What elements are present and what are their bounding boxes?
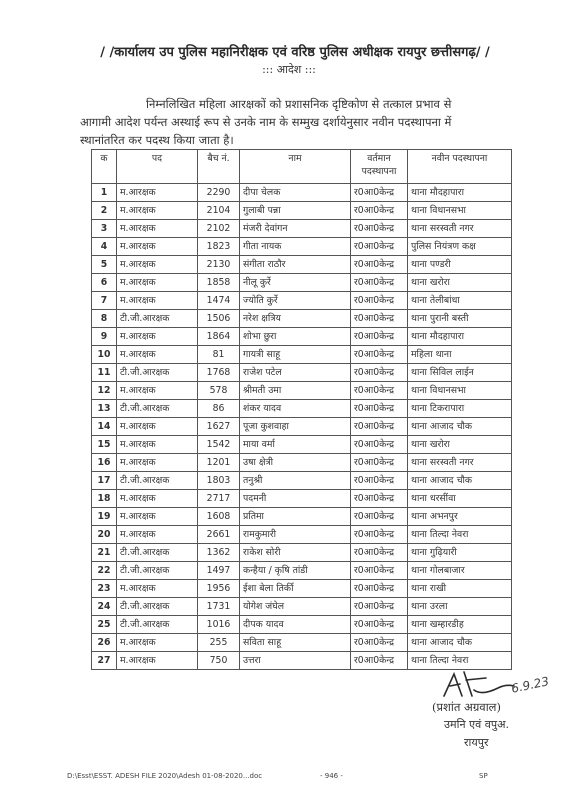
order-label: ::: आदेश ::: [262, 63, 316, 76]
table-row [92, 274, 512, 292]
row-post: टी.जी.आरक्षक [117, 472, 198, 490]
row-serial: 17 [92, 472, 117, 490]
row-serial: 6 [92, 274, 117, 292]
row-name: दीपक यादव [240, 616, 351, 634]
row-name: उत्तरा [240, 652, 351, 670]
row-batch: 1506 [198, 310, 240, 328]
row-new-posting: थाना सरस्वती नगर [408, 220, 512, 238]
row-name: सविता साहू [240, 634, 351, 652]
table-row [92, 598, 512, 616]
signature-date: 6.9.23 [509, 674, 551, 696]
row-new-posting: थाना मौदहापारा [408, 184, 512, 202]
col-header-batch: बैच नं. [198, 150, 240, 184]
row-name: पदमनी [240, 490, 351, 508]
row-current-posting: र0आ0केन्द्र [351, 508, 408, 526]
table-row [92, 490, 512, 508]
col-header-new-posting: नवीन पदस्थापना [408, 150, 512, 184]
row-name: शोभा छुरा [240, 328, 351, 346]
row-post: म.आरक्षक [117, 382, 198, 400]
row-current-posting: र0आ0केन्द्र [351, 256, 408, 274]
row-post: टी.जी.आरक्षक [117, 544, 198, 562]
row-serial: 2 [92, 202, 117, 220]
row-new-posting: थाना धरसींवा [408, 490, 512, 508]
row-new-posting: थाना खम्हारडीह [408, 616, 512, 634]
row-new-posting: थाना गोलबाजार [408, 562, 512, 580]
row-post: टी.जी.आरक्षक [117, 598, 198, 616]
row-name: ज्योति कुर्रे [240, 292, 351, 310]
row-new-posting: थाना उरला [408, 598, 512, 616]
row-serial: 21 [92, 544, 117, 562]
row-name: कन्हैया / कृषि तांडी [240, 562, 351, 580]
row-name: तनुश्री [240, 472, 351, 490]
row-new-posting: थाना गुढ़ियारी [408, 544, 512, 562]
row-serial: 25 [92, 616, 117, 634]
row-name: नीलू कुर्रे [240, 274, 351, 292]
row-batch: 2290 [198, 184, 240, 202]
row-post: म.आरक्षक [117, 508, 198, 526]
table-row [92, 454, 512, 472]
row-post: म.आरक्षक [117, 274, 198, 292]
row-batch: 81 [198, 346, 240, 364]
row-current-posting: र0आ0केन्द्र [351, 616, 408, 634]
row-serial: 26 [92, 634, 117, 652]
row-batch: 578 [198, 382, 240, 400]
row-name: राकेश सोरी [240, 544, 351, 562]
row-current-posting: र0आ0केन्द्र [351, 580, 408, 598]
row-serial: 12 [92, 382, 117, 400]
row-batch: 86 [198, 400, 240, 418]
row-name: दीपा चेलक [240, 184, 351, 202]
table-row [92, 220, 512, 238]
row-serial: 22 [92, 562, 117, 580]
row-current-posting: र0आ0केन्द्र [351, 364, 408, 382]
row-batch: 2717 [198, 490, 240, 508]
row-new-posting: थाना आजाद चौक [408, 418, 512, 436]
row-serial: 15 [92, 436, 117, 454]
row-serial: 8 [92, 310, 117, 328]
row-batch: 2102 [198, 220, 240, 238]
row-post: म.आरक्षक [117, 418, 198, 436]
signature-mark [440, 666, 520, 702]
col-header-post: पद [117, 150, 198, 184]
row-current-posting: र0आ0केन्द्र [351, 490, 408, 508]
row-serial: 11 [92, 364, 117, 382]
row-batch: 1362 [198, 544, 240, 562]
row-new-posting: थाना पण्डरी [408, 256, 512, 274]
row-name: मंजरी देवांगन [240, 220, 351, 238]
row-batch: 2104 [198, 202, 240, 220]
row-serial: 27 [92, 652, 117, 670]
row-new-posting: थाना तिल्दा नेवरा [408, 526, 512, 544]
row-current-posting: र0आ0केन्द्र [351, 436, 408, 454]
row-post: टी.जी.आरक्षक [117, 400, 198, 418]
row-name: संगीता राठौर [240, 256, 351, 274]
order-paragraph-line-3: स्थानांतरित कर पदस्थ किया जाता है। [80, 133, 234, 147]
row-post: म.आरक्षक [117, 202, 198, 220]
table-row [92, 634, 512, 652]
row-new-posting: थाना तिल्दा नेवरा [408, 652, 512, 670]
table-row [92, 310, 512, 328]
footer-file-path: D:\Esst\ESST. ADESH FILE 2020\Adesh 01-08-2020...doc [67, 772, 263, 780]
order-paragraph-line-2: आगामी आदेश पर्यन्त अस्थाई रूप से उनके नाम के सम्मुख दर्शायेनुसार नवीन पदस्थापना में [80, 115, 452, 129]
table-row [92, 364, 512, 382]
row-post: म.आरक्षक [117, 184, 198, 202]
footer-page-number: - 946 - [320, 772, 343, 780]
row-post: म.आरक्षक [117, 328, 198, 346]
row-batch: 1201 [198, 454, 240, 472]
row-batch: 750 [198, 652, 240, 670]
row-post: टी.जी.आरक्षक [117, 364, 198, 382]
row-post: म.आरक्षक [117, 256, 198, 274]
table-row [92, 238, 512, 256]
row-serial: 24 [92, 598, 117, 616]
row-batch: 255 [198, 634, 240, 652]
col-header-serial: क [92, 150, 117, 184]
row-post: म.आरक्षक [117, 454, 198, 472]
row-serial: 19 [92, 508, 117, 526]
row-current-posting: र0आ0केन्द्र [351, 238, 408, 256]
row-new-posting: थाना खरोरा [408, 436, 512, 454]
row-batch: 1497 [198, 562, 240, 580]
col-header-current-posting: वर्तमान पदस्थापना [351, 150, 408, 184]
table-row [92, 526, 512, 544]
row-current-posting: र0आ0केन्द्र [351, 652, 408, 670]
row-post: म.आरक्षक [117, 238, 198, 256]
row-batch: 1823 [198, 238, 240, 256]
row-new-posting: थाना अभनपुर [408, 508, 512, 526]
row-new-posting: थाना आजाद चौक [408, 634, 512, 652]
row-post: म.आरक्षक [117, 580, 198, 598]
table-row [92, 292, 512, 310]
table-row [92, 508, 512, 526]
row-name: राजेश पटेल [240, 364, 351, 382]
row-new-posting: महिला थाना [408, 346, 512, 364]
table-row [92, 562, 512, 580]
row-post: टी.जी.आरक्षक [117, 562, 198, 580]
row-serial: 20 [92, 526, 117, 544]
table-row [92, 256, 512, 274]
signatory-name: (प्रशांत अग्रवाल) [432, 700, 501, 714]
table-row [92, 436, 512, 454]
row-serial: 1 [92, 184, 117, 202]
row-serial: 13 [92, 400, 117, 418]
row-current-posting: र0आ0केन्द्र [351, 292, 408, 310]
row-serial: 14 [92, 418, 117, 436]
row-serial: 16 [92, 454, 117, 472]
row-name: ईशा बेला तिर्की [240, 580, 351, 598]
table-row [92, 616, 512, 634]
row-post: टी.जी.आरक्षक [117, 616, 198, 634]
row-new-posting: थाना खरोरा [408, 274, 512, 292]
row-new-posting: थाना पुरानी बस्ती [408, 310, 512, 328]
office-header: / /कार्यालय उप पुलिस महानिरीक्षक एवं वरिष्ठ पुलिस अधीक्षक रायपुर छत्तीसगढ़/ / [100, 45, 490, 60]
table-row [92, 328, 512, 346]
row-post: म.आरक्षक [117, 346, 198, 364]
row-name: शंकर यादव [240, 400, 351, 418]
row-batch: 2661 [198, 526, 240, 544]
row-post: म.आरक्षक [117, 490, 198, 508]
row-batch: 1864 [198, 328, 240, 346]
row-name: पूजा कुशवाहा [240, 418, 351, 436]
row-current-posting: र0आ0केन्द्र [351, 418, 408, 436]
row-current-posting: र0आ0केन्द्र [351, 310, 408, 328]
row-new-posting: थाना सरस्वती नगर [408, 454, 512, 472]
row-current-posting: र0आ0केन्द्र [351, 562, 408, 580]
signatory-title: उमनि एवं वपुअ. [444, 718, 510, 731]
table-row [92, 346, 512, 364]
transfer-table [91, 149, 512, 670]
table-row [92, 202, 512, 220]
row-current-posting: र0आ0केन्द्र [351, 634, 408, 652]
row-current-posting: र0आ0केन्द्र [351, 220, 408, 238]
row-new-posting: थाना विधानसभा [408, 202, 512, 220]
table-row [92, 544, 512, 562]
row-serial: 7 [92, 292, 117, 310]
row-batch: 1016 [198, 616, 240, 634]
order-paragraph-line-1: निम्नलिखित महिला आरक्षकों को प्रशासनिक दृष्टिकोण से तत्काल प्रभाव से [146, 97, 452, 111]
row-batch: 1474 [198, 292, 240, 310]
table-header-row [92, 150, 512, 184]
row-current-posting: र0आ0केन्द्र [351, 328, 408, 346]
row-new-posting: थाना विधानसभा [408, 382, 512, 400]
row-serial: 18 [92, 490, 117, 508]
row-serial: 5 [92, 256, 117, 274]
row-batch: 1731 [198, 598, 240, 616]
row-batch: 1627 [198, 418, 240, 436]
row-name: माया वर्मा [240, 436, 351, 454]
row-serial: 23 [92, 580, 117, 598]
row-current-posting: र0आ0केन्द्र [351, 382, 408, 400]
table-row [92, 184, 512, 202]
row-new-posting: पुलिस नियंत्रण कक्ष [408, 238, 512, 256]
row-name: प्रतिमा [240, 508, 351, 526]
row-new-posting: थाना राखी [408, 580, 512, 598]
row-batch: 2130 [198, 256, 240, 274]
row-batch: 1803 [198, 472, 240, 490]
table-row [92, 418, 512, 436]
row-batch: 1956 [198, 580, 240, 598]
row-name: नरेश क्षत्रिय [240, 310, 351, 328]
row-current-posting: र0आ0केन्द्र [351, 400, 408, 418]
row-name: श्रीमती उमा [240, 382, 351, 400]
col-header-name: नाम [240, 150, 351, 184]
row-current-posting: र0आ0केन्द्र [351, 598, 408, 616]
row-new-posting: थाना टिकरापारा [408, 400, 512, 418]
row-name: गुलाबी पन्ना [240, 202, 351, 220]
row-new-posting: थाना आजाद चौक [408, 472, 512, 490]
row-name: गायत्री साहू [240, 346, 351, 364]
row-name: योगेश जंघेल [240, 598, 351, 616]
row-post: टी.जी.आरक्षक [117, 310, 198, 328]
row-batch: 1608 [198, 508, 240, 526]
table-row [92, 382, 512, 400]
signatory-city: रायपुर [464, 736, 489, 749]
row-post: म.आरक्षक [117, 652, 198, 670]
row-batch: 1768 [198, 364, 240, 382]
table-row [92, 472, 512, 490]
row-current-posting: र0आ0केन्द्र [351, 184, 408, 202]
row-post: म.आरक्षक [117, 634, 198, 652]
row-name: रामकुमारी [240, 526, 351, 544]
row-new-posting: थाना तेलीबांधा [408, 292, 512, 310]
row-name: गीता नायक [240, 238, 351, 256]
row-post: म.आरक्षक [117, 436, 198, 454]
row-current-posting: र0आ0केन्द्र [351, 544, 408, 562]
row-current-posting: र0आ0केन्द्र [351, 274, 408, 292]
table-row [92, 400, 512, 418]
row-current-posting: र0आ0केन्द्र [351, 472, 408, 490]
row-new-posting: थाना सिविल लाईन [408, 364, 512, 382]
row-current-posting: र0आ0केन्द्र [351, 346, 408, 364]
row-current-posting: र0आ0केन्द्र [351, 202, 408, 220]
row-new-posting: थाना मौदहापारा [408, 328, 512, 346]
footer-initials: SP [479, 772, 488, 780]
row-serial: 9 [92, 328, 117, 346]
row-serial: 3 [92, 220, 117, 238]
row-serial: 4 [92, 238, 117, 256]
row-post: म.आरक्षक [117, 526, 198, 544]
row-serial: 10 [92, 346, 117, 364]
row-current-posting: र0आ0केन्द्र [351, 526, 408, 544]
table-row [92, 580, 512, 598]
row-batch: 1858 [198, 274, 240, 292]
row-post: म.आरक्षक [117, 292, 198, 310]
row-name: उषा क्षेत्री [240, 454, 351, 472]
row-current-posting: र0आ0केन्द्र [351, 454, 408, 472]
row-post: म.आरक्षक [117, 220, 198, 238]
row-batch: 1542 [198, 436, 240, 454]
